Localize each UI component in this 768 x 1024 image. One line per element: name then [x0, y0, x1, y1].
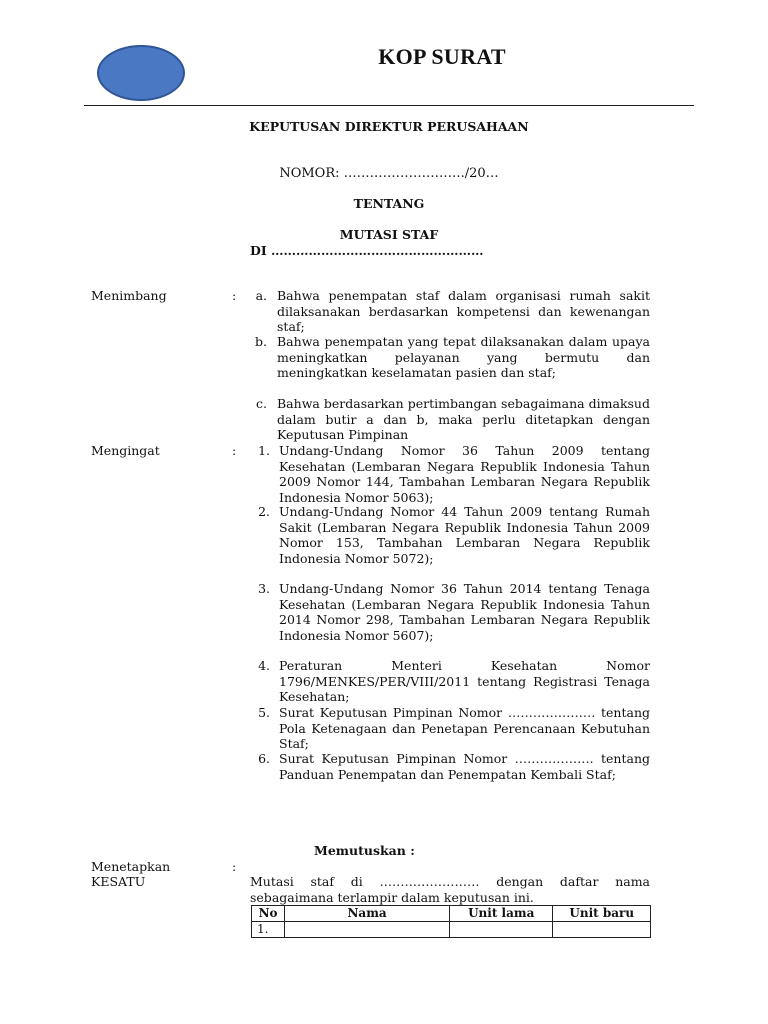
menimbang-colon: :: [232, 288, 237, 303]
mengingat-item-text: Undang-Undang Nomor 44 Tahun 2009 tentang Rumah Sakit (Lembaran Negara Republik Indonesia Tahun 2009 Nomor 153, Tambahan Lembaran Negara Republik Indonesia Nomor 5072);: [279, 504, 650, 566]
table-cell-no: 1.: [252, 922, 285, 938]
table-cell-unit-lama: [449, 922, 553, 938]
mengingat-item-text: Surat Keputusan Pimpinan Nomor ………………. tentang Panduan Penempatan dan Penempatan Kembali Staf;: [279, 751, 650, 782]
mengingat-item-mark: 1.: [258, 443, 270, 458]
decree-number: NOMOR: ………………………./20…: [279, 166, 499, 181]
menimbang-item-text: Bahwa penempatan yang tepat dilaksanakan dalam upaya meningkatkan pelayanan yang bermutu dan meningkatkan keselamatan pasien dan staf;: [277, 334, 650, 380]
mengingat-colon: :: [232, 443, 237, 458]
column-header-unit-baru: Unit baru: [553, 906, 651, 922]
decree-about-label: TENTANG: [353, 196, 425, 211]
menimbang-item-text: Bahwa penempatan staf dalam organisasi rumah sakit dilaksanakan berdasarkan kompetensi dan kewenangan staf;: [277, 288, 650, 334]
menimbang-item-text: Bahwa berdasarkan pertimbangan sebagaimana dimaksud dalam butir a dan b, maka perlu ditetapkan dengan Keputusan Pimpinan: [277, 396, 650, 442]
memutuskan-heading: Memutuskan :: [314, 843, 415, 858]
mengingat-item-text: Undang-Undang Nomor 36 Tahun 2014 tentang Tenaga Kesehatan (Lembaran Negara Republik Indonesia Tahun 2014 Nomor 298, Tambahan Lembaran Negara Republik Indonesia Nomor 5607);: [279, 581, 650, 643]
table-cell-unit-baru: [553, 922, 651, 938]
kesatu-text: Mutasi staf di …………………… dengan daftar nama sebagaimana terlampir dalam keputusan ini.: [250, 874, 650, 905]
column-header-no: No: [252, 906, 285, 922]
decree-heading: KEPUTUSAN DIREKTUR PERUSAHAAN: [249, 119, 529, 134]
table-header-row: [252, 906, 651, 922]
kesatu-label: KESATU: [91, 874, 146, 889]
column-header-nama: Nama: [285, 906, 450, 922]
mengingat-item-mark: 3.: [258, 581, 270, 596]
mengingat-item-text: Undang-Undang Nomor 36 Tahun 2009 tentang Kesehatan (Lembaran Negara Republik Indonesia Tahun 2009 Nomor 144, Tambahan Lembaran Negara Republik Indonesia Nomor 5063);: [279, 443, 650, 505]
mengingat-item-mark: 2.: [258, 504, 270, 519]
menimbang-item-mark: a.: [255, 288, 267, 303]
menimbang-item-mark: c.: [256, 396, 267, 411]
mengingat-item-mark: 4.: [258, 658, 270, 673]
decree-subject: MUTASI STAF: [339, 227, 439, 242]
letterhead-title: KOP SURAT: [378, 44, 506, 69]
mengingat-item-mark: 5.: [258, 705, 270, 720]
column-header-unit-lama: Unit lama: [449, 906, 553, 922]
decree-location: DI ……………………………………………: [250, 243, 484, 258]
mutation-table: [251, 905, 651, 938]
menimbang-label: Menimbang: [91, 288, 167, 303]
menimbang-item-mark: b.: [255, 334, 267, 349]
mengingat-item-text: Surat Keputusan Pimpinan Nomor ………………… tentang Pola Ketenagaan dan Penetapan Perencanaan Kebutuhan Staf;: [279, 705, 650, 751]
mengingat-item-mark: 6.: [258, 751, 270, 766]
mengingat-label: Mengingat: [91, 443, 160, 458]
table-cell-nama: [285, 922, 450, 938]
menetapkan-colon: :: [232, 859, 237, 874]
menetapkan-label: Menetapkan: [91, 859, 171, 874]
table-row: [252, 922, 651, 938]
mengingat-item-text: Peraturan Menteri Kesehatan Nomor 1796/MENKES/PER/VIII/2011 tentang Registrasi Tenaga Kesehatan;: [279, 658, 650, 704]
header-divider: [84, 105, 694, 106]
